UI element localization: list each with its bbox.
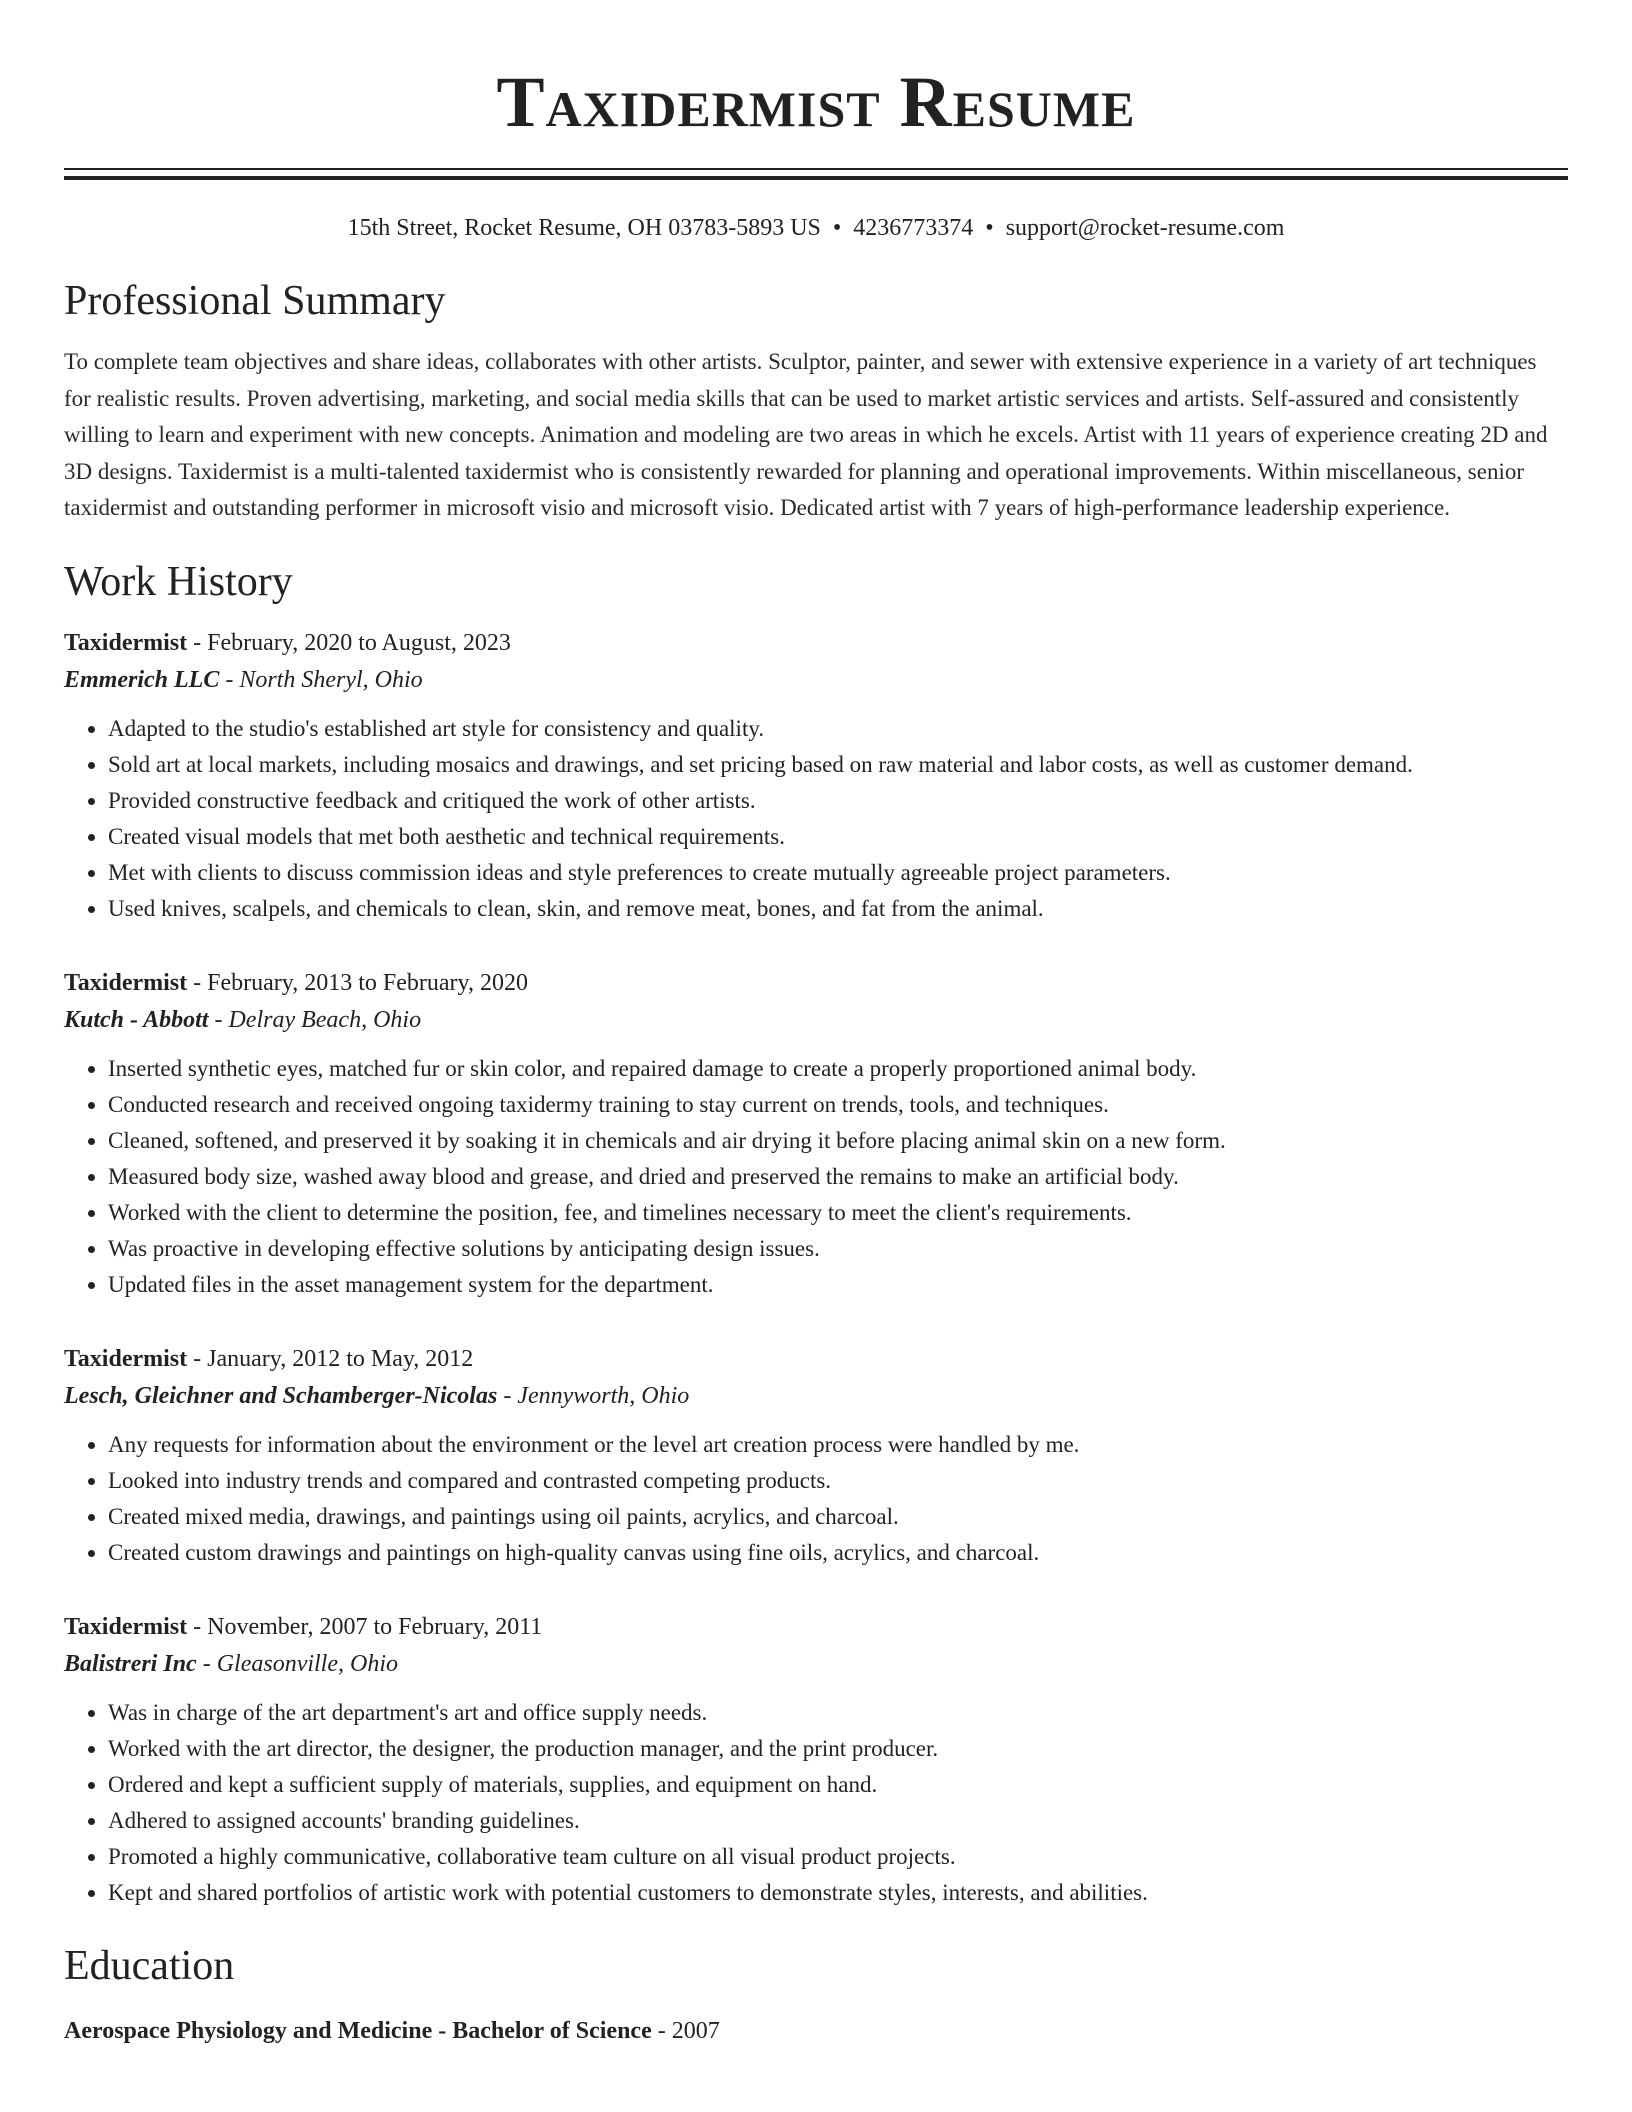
education-degree: Aerospace Physiology and Medicine - Bachelor of Science [64, 2017, 652, 2044]
job-bullets [64, 711, 1568, 927]
contact-email: support@rocket-resume.com [1005, 215, 1285, 241]
job-bullet: • Any requests for information about the environment or the level art creation process were handled by me. [108, 1427, 1568, 1463]
job-bullet: • Was proactive in developing effective solutions by anticipating design issues. [108, 1231, 1568, 1267]
job-entry [64, 965, 1568, 1303]
job-company-line [64, 1645, 1568, 1683]
job-entry [64, 625, 1568, 927]
job-title-line [64, 1609, 1568, 1645]
job-bullets [64, 1695, 1568, 1911]
job-company: Balistreri Inc [64, 1650, 197, 1677]
job-bullet: • Looked into industry trends and compared and contrasted competing products. [108, 1463, 1568, 1499]
job-bullet: • Adhered to assigned accounts' branding guidelines. [108, 1803, 1568, 1839]
job-bullet: • Created mixed media, drawings, and paintings using oil paints, acrylics, and charcoal. [108, 1499, 1568, 1535]
job-company-line [64, 661, 1568, 699]
job-bullet: • Adapted to the studio's established art style for consistency and quality. [108, 711, 1568, 747]
job-title-line [64, 965, 1568, 1001]
job-company-line [64, 1001, 1568, 1039]
job-bullet: • Used knives, scalpels, and chemicals to clean, skin, and remove meat, bones, and fat from the animal. [108, 891, 1568, 927]
resume-title: Taxidermist Resume [496, 62, 1136, 142]
job-bullet: • Met with clients to discuss commission ideas and style preferences to create mutually agreeable project parameters. [108, 855, 1568, 891]
title-divider-thin [64, 168, 1568, 170]
job-location: - Gleasonville, Ohio [196, 1650, 398, 1677]
job-title: Taxidermist [64, 1613, 188, 1640]
contact-address: 15th Street, Rocket Resume, OH 03783-5893 US [347, 215, 821, 241]
job-bullet: • Measured body size, washed away blood and grease, and dried and preserved the remains to make an artificial body. [108, 1159, 1568, 1195]
job-bullets [64, 1427, 1568, 1571]
resume-page [64, 0, 1568, 2049]
contact-separator: • [985, 215, 994, 241]
job-title: Taxidermist [64, 629, 188, 656]
summary-heading: Professional Summary [64, 278, 446, 324]
job-title: Taxidermist [64, 969, 188, 996]
job-title: Taxidermist [64, 1345, 188, 1372]
job-bullet: • Ordered and kept a sufficient supply of materials, supplies, and equipment on hand. [108, 1767, 1568, 1803]
job-bullet: • Was in charge of the art department's art and office supply needs. [108, 1695, 1568, 1731]
job-entry [64, 1341, 1568, 1571]
job-title-line [64, 625, 1568, 661]
summary-text: To complete team objectives and share ideas, collaborates with other artists. Sculptor, painter, and sewer with extensive experience in a variety of art techniques for realistic results. Proven advertising, marketing, and social media skills that can be used to market artistic services and artists. Self-assured and consistently willing to learn and experiment with new concepts. Animation and modeling are two areas in which he excels. Artist with 11 years of experience creating 2D and 3D designs. Taxidermist is a multi-talented taxidermist who is consistently rewarded for planning and operational improvements. Within miscellaneous, senior taxidermist and outstanding performer in microsoft visio and microsoft visio. Dedicated artist with 7 years of high-performance leadership experience. [64, 349, 1548, 520]
job-dates: - November, 2007 to February, 2011 [187, 1613, 543, 1640]
job-bullet: • Promoted a highly communicative, collaborative team culture on all visual product projects. [108, 1839, 1568, 1875]
job-company-line [64, 1377, 1568, 1415]
work-history-heading: Work History [64, 558, 293, 605]
job-bullet: • Conducted research and received ongoing taxidermy training to stay current on trends, tools, and techniques. [108, 1087, 1568, 1123]
job-bullets [64, 1051, 1568, 1303]
job-dates: - February, 2020 to August, 2023 [187, 629, 511, 656]
job-company: Lesch, Gleichner and Schamberger-Nicolas [64, 1382, 498, 1409]
title-divider-thick [64, 176, 1568, 180]
job-title-line [64, 1341, 1568, 1377]
summary-section [64, 276, 1568, 527]
contact-line [64, 212, 1568, 244]
job-bullet: • Worked with the art director, the designer, the production manager, and the print producer. [108, 1731, 1568, 1767]
job-bullet: • Provided constructive feedback and critiqued the work of other artists. [108, 783, 1568, 819]
education-heading: Education [64, 1942, 235, 1989]
education-section [64, 1941, 1568, 2049]
job-location: - Delray Beach, Ohio [208, 1006, 422, 1033]
job-dates: - January, 2012 to May, 2012 [187, 1345, 474, 1372]
work-history-section [64, 557, 1568, 1911]
job-bullet: • Worked with the client to determine the position, fee, and timelines necessary to meet the client's requirements. [108, 1195, 1568, 1231]
job-bullet: • Kept and shared portfolios of artistic work with potential customers to demonstrate styles, interests, and abilities. [108, 1875, 1568, 1911]
education-entry [64, 2013, 1568, 2049]
job-bullet: • Inserted synthetic eyes, matched fur or skin color, and repaired damage to create a properly proportioned animal body. [108, 1051, 1568, 1087]
job-bullet: • Created visual models that met both aesthetic and technical requirements. [108, 819, 1568, 855]
job-location: - Jennyworth, Ohio [497, 1382, 690, 1409]
job-dates: - February, 2013 to February, 2020 [187, 969, 528, 996]
job-bullet: • Cleaned, softened, and preserved it by soaking it in chemicals and air drying it before placing animal skin on a new form. [108, 1123, 1568, 1159]
job-location: - North Sheryl, Ohio [219, 666, 423, 693]
job-bullet: • Sold art at local markets, including mosaics and drawings, and set pricing based on raw material and labor costs, as well as customer demand. [108, 747, 1568, 783]
job-entry [64, 1609, 1568, 1911]
job-bullet: • Created custom drawings and paintings on high-quality canvas using fine oils, acrylics, and charcoal. [108, 1535, 1568, 1571]
contact-separator: • [832, 215, 842, 241]
job-company: Emmerich LLC [64, 666, 220, 693]
contact-phone: 4236773374 [853, 215, 974, 241]
job-company: Kutch - Abbott [64, 1006, 209, 1033]
job-bullet: • Updated files in the asset management system for the department. [108, 1267, 1568, 1303]
education-year: - 2007 [651, 2017, 720, 2044]
